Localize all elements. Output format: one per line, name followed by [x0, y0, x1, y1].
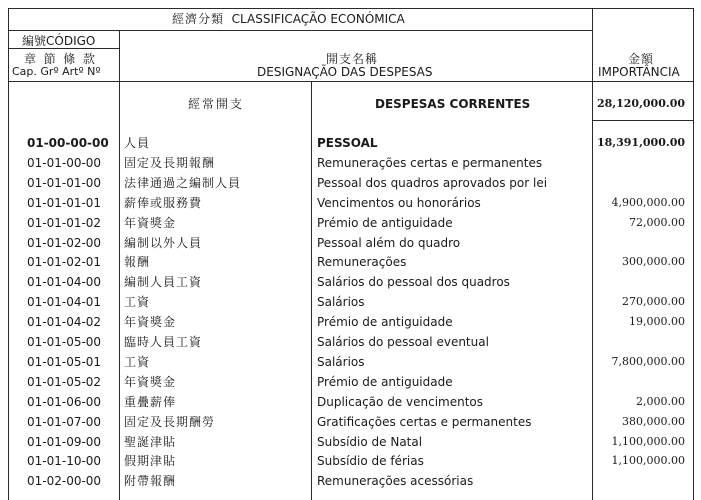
row-label-zh: 編制人員工資 [124, 275, 203, 289]
code-header-rule [8, 48, 120, 49]
row-label-zh: 工資 [124, 295, 151, 309]
codigo-header [22, 35, 95, 47]
row-label-zh: 薪俸或服務費 [124, 196, 203, 210]
row-label-pt: Gratificações certas e permanentes [317, 415, 532, 429]
row-amount: 18,391,000.00 [596, 136, 685, 149]
row-code: 01-01-02-01 [27, 255, 102, 269]
row-label-zh: 年資獎金 [124, 216, 177, 230]
row-label-zh: 年資獎金 [124, 315, 177, 329]
row-label-zh: 固定及長期報酬 [124, 156, 216, 170]
row-amount: 1,100,000.00 [611, 435, 685, 448]
classification-pt: CLASSIFICAÇÃO ECONÓMICA [231, 12, 405, 26]
section-amount: 28,120,000.00 [596, 97, 685, 110]
cap-row-zh: 章 節 條 款 [24, 52, 95, 66]
row-label-pt: Pessoal além do quadro [317, 236, 461, 250]
row-label-zh: 附帶報酬 [124, 474, 177, 488]
row-label-pt: Salários [317, 355, 365, 369]
row-code: 01-01-01-00 [27, 176, 102, 190]
row-code: 01-01-05-01 [27, 355, 102, 369]
classification-header [172, 13, 405, 25]
row-amount: 72,000.00 [629, 216, 685, 229]
row-label-pt: Salários do pessoal dos quadros [317, 275, 510, 289]
classification-zh: 經濟分類 [172, 12, 225, 26]
row-label-zh: 法律通過之編制人員 [124, 176, 242, 190]
designacao-zh: 開支名稱 [326, 52, 379, 66]
section-title-pt: DESPESAS CORRENTES [375, 97, 531, 111]
section-rule [593, 120, 694, 121]
row-amount: 270,000.00 [622, 295, 685, 308]
row-label-pt: Duplicação de vencimentos [317, 395, 484, 409]
row-label-zh: 編制以外人員 [124, 236, 203, 250]
row-label-zh: 人員 [124, 136, 151, 150]
row-code: 01-01-01-01 [27, 196, 102, 210]
row-label-pt: Prémio de antiguidade [317, 315, 453, 329]
row-code: 01-02-00-00 [27, 474, 102, 488]
row-amount: 300,000.00 [622, 255, 685, 268]
row-amount: 2,000.00 [636, 395, 685, 408]
row-code: 01-01-06-00 [27, 395, 102, 409]
codigo-pt: CÓDIGO [46, 34, 96, 48]
row-label-pt: PESSOAL [317, 136, 378, 150]
row-code: 01-01-01-02 [27, 216, 102, 230]
row-label-pt: Prémio de antiguidade [317, 216, 453, 230]
row-label-pt: Salários [317, 295, 365, 309]
amount-col-divider [592, 8, 593, 500]
row-label-pt: Subsídio de férias [317, 454, 424, 468]
row-code: 01-01-04-02 [27, 315, 102, 329]
row-label-zh: 重疊薪俸 [124, 395, 177, 409]
importancia-zh: 金額 [628, 52, 655, 66]
designacao-pt: DESIGNAÇÃO DAS DESPESAS [257, 65, 433, 79]
row-label-zh: 工資 [124, 355, 151, 369]
cap-row-pt: Cap. Grº Artº Nº [12, 65, 101, 78]
row-code: 01-01-07-00 [27, 415, 102, 429]
row-code: 01-01-09-00 [27, 435, 102, 449]
codigo-zh: 編號 [22, 34, 47, 48]
row-label-pt: Subsídio de Natal [317, 435, 423, 449]
row-code: 01-01-02-00 [27, 236, 102, 250]
row-label-pt: Prémio de antiguidade [317, 375, 453, 389]
row-amount: 4,900,000.00 [611, 196, 685, 209]
row-code: 01-01-10-00 [27, 454, 102, 468]
row-amount: 19,000.00 [629, 315, 685, 328]
row-label-zh: 假期津貼 [124, 454, 177, 468]
row-label-pt: Remunerações [317, 255, 407, 269]
row-code: 01-01-05-00 [27, 335, 102, 349]
header-rule-1 [8, 30, 593, 31]
row-label-pt: Vencimentos ou honorários [317, 196, 481, 210]
row-label-zh: 聖誕津貼 [124, 435, 177, 449]
left-border [8, 8, 9, 500]
row-label-zh: 臨時人員工資 [124, 335, 203, 349]
row-label-zh: 固定及長期酬勞 [124, 415, 216, 429]
row-code: 01-01-05-02 [27, 375, 102, 389]
row-label-pt: Salários do pessoal eventual [317, 335, 489, 349]
row-label-pt: Remunerações acessórias [317, 474, 474, 488]
right-border [693, 8, 694, 500]
row-label-zh: 年資獎金 [124, 375, 177, 389]
row-label-pt: Pessoal dos quadros aprovados por lei [317, 176, 548, 190]
importancia-pt: IMPORTÂNCIA [598, 65, 680, 79]
row-code: 01-01-04-00 [27, 275, 102, 289]
section-title-zh: 經常開支 [188, 97, 245, 111]
row-code: 01-01-04-01 [27, 295, 102, 309]
row-code: 01-01-00-00 [27, 156, 102, 170]
row-label-pt: Remunerações certas e permanentes [317, 156, 543, 170]
row-code: 01-00-00-00 [27, 136, 109, 150]
row-amount: 380,000.00 [622, 415, 685, 428]
row-amount: 1,100,000.00 [611, 454, 685, 467]
code-col-divider [119, 30, 120, 500]
row-label-zh: 報酬 [124, 255, 151, 269]
designation-col-divider [311, 82, 312, 500]
row-amount: 7,800,000.00 [611, 355, 685, 368]
